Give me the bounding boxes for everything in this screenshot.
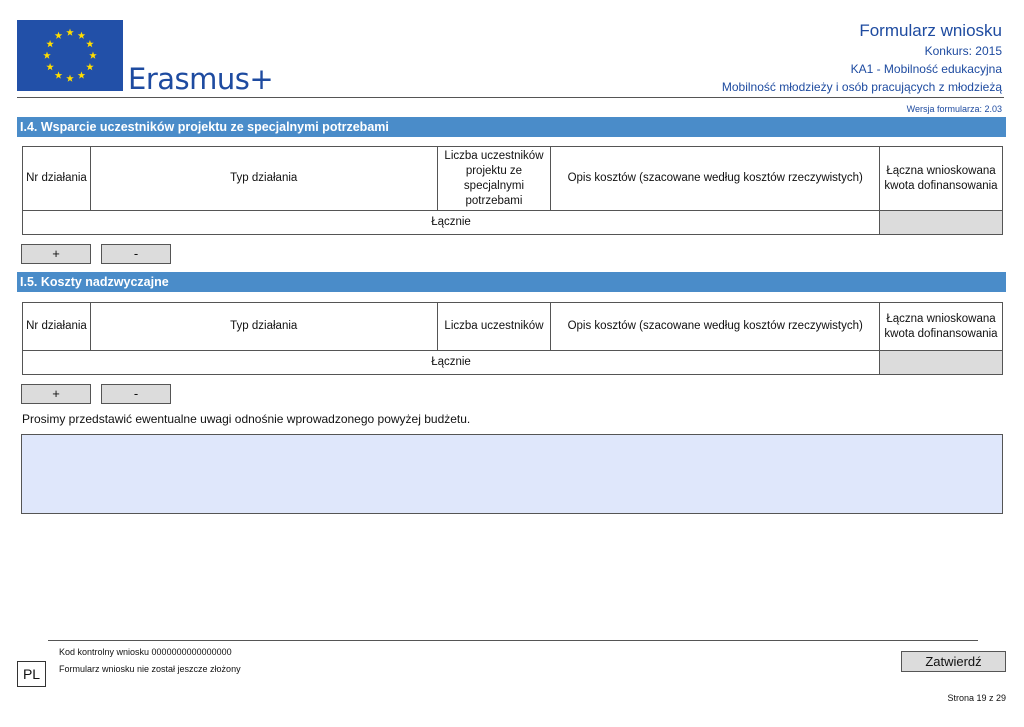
add-row-button[interactable]: + — [21, 384, 91, 404]
column-header-participants: Liczba uczestników projektu ze specjalnymi potrzebami — [437, 147, 551, 211]
column-header-cost-description: Opis kosztów (szacowane według kosztów rzeczywistych) — [551, 303, 880, 351]
budget-remarks-textarea[interactable] — [21, 434, 1003, 514]
special-needs-table — [22, 146, 1003, 235]
page-number: Strona 19 z 29 — [947, 693, 1006, 703]
column-header-action-number: Nr działania — [23, 147, 91, 211]
key-action-label: KA1 - Mobilność edukacyjna — [850, 62, 1002, 76]
table-header-row — [23, 147, 1003, 211]
sub-action-label: Mobilność młodzieży i osób pracujących z młodzieżą — [721, 80, 1002, 94]
section-title-special-needs: I.4. Wsparcie uczestników projektu ze specjalnymi potrzebami — [17, 117, 1006, 137]
column-header-action-number: Nr działania — [23, 303, 91, 351]
column-header-total-amount: Łączna wnioskowana kwota dofinansowania — [880, 147, 1003, 211]
total-row — [23, 211, 1003, 235]
section-title-exceptional-costs: I.5. Koszty nadzwyczajne — [17, 272, 1006, 292]
table-header-row — [23, 303, 1003, 351]
remove-row-button[interactable]: - — [101, 384, 171, 404]
language-badge: PL — [17, 661, 46, 687]
control-code: Kod kontrolny wniosku 0000000000000000 — [59, 647, 232, 657]
total-label: Łącznie — [23, 211, 880, 235]
erasmus-plus-logo: Erasmus+ — [128, 62, 274, 96]
footer-divider — [48, 640, 978, 641]
column-header-cost-description: Opis kosztów (szacowane według kosztów rzeczywistych) — [551, 147, 880, 211]
add-row-button[interactable]: + — [21, 244, 91, 264]
konkurs-label: Konkurs: 2015 — [924, 44, 1002, 58]
column-header-total-amount: Łączna wnioskowana kwota dofinansowania — [880, 303, 1003, 351]
column-header-action-type: Typ działania — [90, 147, 437, 211]
column-header-action-type: Typ działania — [90, 303, 437, 351]
exceptional-costs-table — [22, 302, 1003, 375]
column-header-participants: Liczba uczestników — [437, 303, 551, 351]
total-row — [23, 351, 1003, 375]
form-header — [722, 20, 1002, 96]
eu-flag-logo — [17, 20, 123, 91]
remove-row-button[interactable]: - — [101, 244, 171, 264]
eu-stars-icon — [17, 20, 123, 91]
submit-button[interactable]: Zatwierdź — [901, 651, 1006, 672]
total-amount-field — [880, 211, 1003, 235]
total-amount-field — [880, 351, 1003, 375]
form-version: Wersja formularza: 2.03 — [906, 104, 1002, 114]
header-divider — [17, 97, 1004, 98]
submission-status: Formularz wniosku nie został jeszcze złożony — [59, 664, 241, 674]
form-title: Formularz wniosku — [859, 21, 1002, 40]
total-label: Łącznie — [23, 351, 880, 375]
budget-remarks-label: Prosimy przedstawić ewentualne uwagi odnośnie wprowadzonego powyżej budżetu. — [22, 412, 471, 426]
